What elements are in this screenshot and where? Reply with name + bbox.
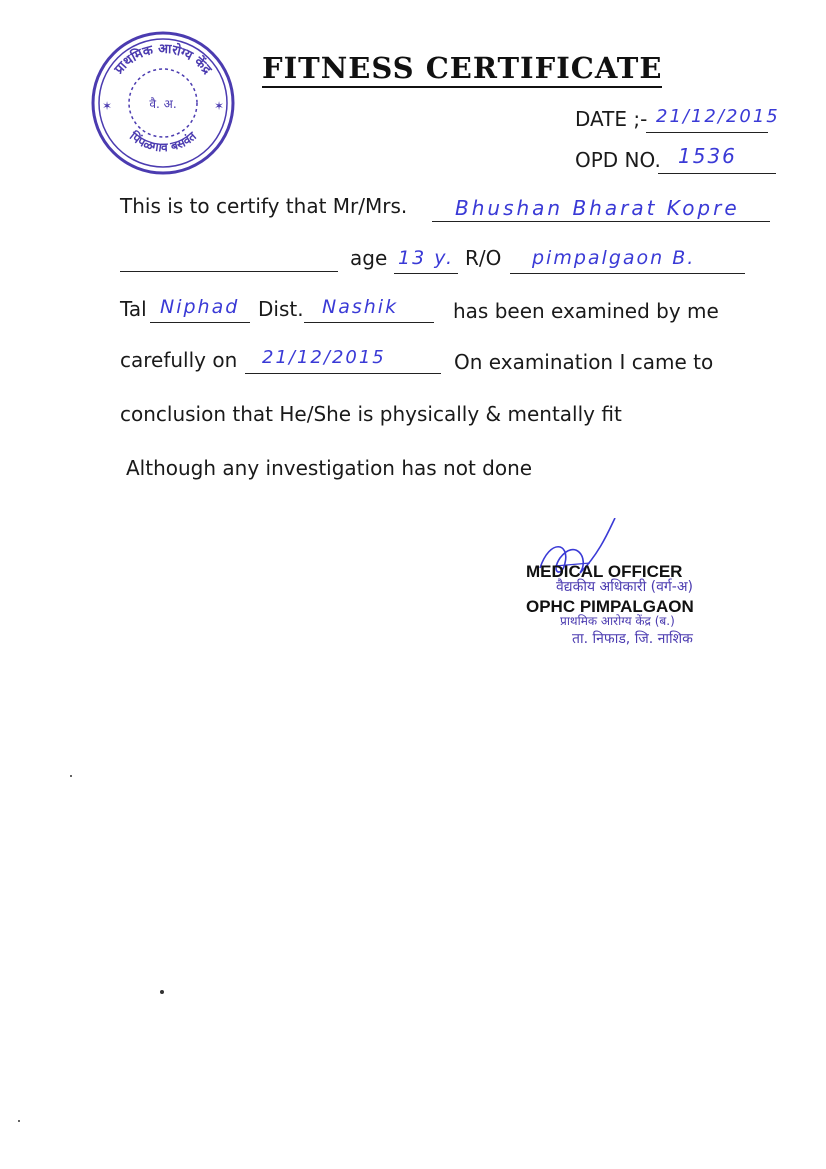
name-value: Bhushan Bharat Kopre [455, 196, 740, 220]
tal-value: Niphad [160, 296, 240, 318]
seal-top-text: प्राथमिक आरोग्य केंद्र [111, 41, 215, 78]
age-label: age [350, 246, 388, 270]
exam-date-value: 21/12/2015 [262, 347, 386, 368]
scan-speck [160, 990, 164, 994]
on-examination-label: On examination I came to [454, 350, 714, 374]
pre-age-blank [120, 245, 338, 272]
seal-star-icon: ✶ [102, 99, 113, 113]
svg-text:प्राथमिक आरोग्य केंद्र [111, 42, 215, 78]
tal-label: Tal [120, 297, 147, 321]
certificate-title: FITNESS CERTIFICATE [262, 50, 662, 88]
svg-text:पिंपळगाव बसवंत [126, 128, 200, 155]
dist-value: Nashik [322, 296, 399, 318]
scan-speck [18, 1120, 20, 1122]
stamp-line-1: वैद्यकीय अधिकारी (वर्ग-अ) [556, 579, 694, 595]
date-label: DATE ;- [575, 107, 648, 131]
seal-star-icon: ✶ [214, 99, 225, 113]
seal-bottom-text: पिंपळगाव बसवंत [127, 128, 199, 155]
investigation-text: Although any investigation has not done [126, 456, 533, 480]
phc-name: OPHC PIMPALGAON [526, 597, 694, 616]
scan-speck [70, 775, 72, 777]
stamp-line-3: ता. निफाड, जि. नाशिक [572, 631, 693, 647]
ro-value: pimpalgaon B. [532, 247, 696, 269]
certify-label: This is to certify that Mr/Mrs. [120, 194, 408, 218]
examined-label: has been examined by me [453, 299, 719, 323]
dist-label: Dist. [258, 297, 304, 321]
ro-label: R/O [465, 246, 502, 270]
conclusion-text: conclusion that He/She is physically & mentally fit [120, 402, 622, 426]
age-value: 13 y. [398, 247, 455, 269]
officer-title: MEDICAL OFFICER [526, 562, 683, 581]
seal-center-text: वै. अ. [149, 97, 177, 111]
opd-value: 1536 [678, 144, 737, 168]
round-seal-stamp [88, 28, 238, 178]
carefully-label: carefully on [120, 348, 238, 372]
stamp-line-2: प्राथमिक आरोग्य केंद्र (ब.) [560, 614, 675, 628]
opd-label: OPD NO. [575, 148, 661, 172]
date-value: 21/12/2015 [656, 106, 780, 127]
